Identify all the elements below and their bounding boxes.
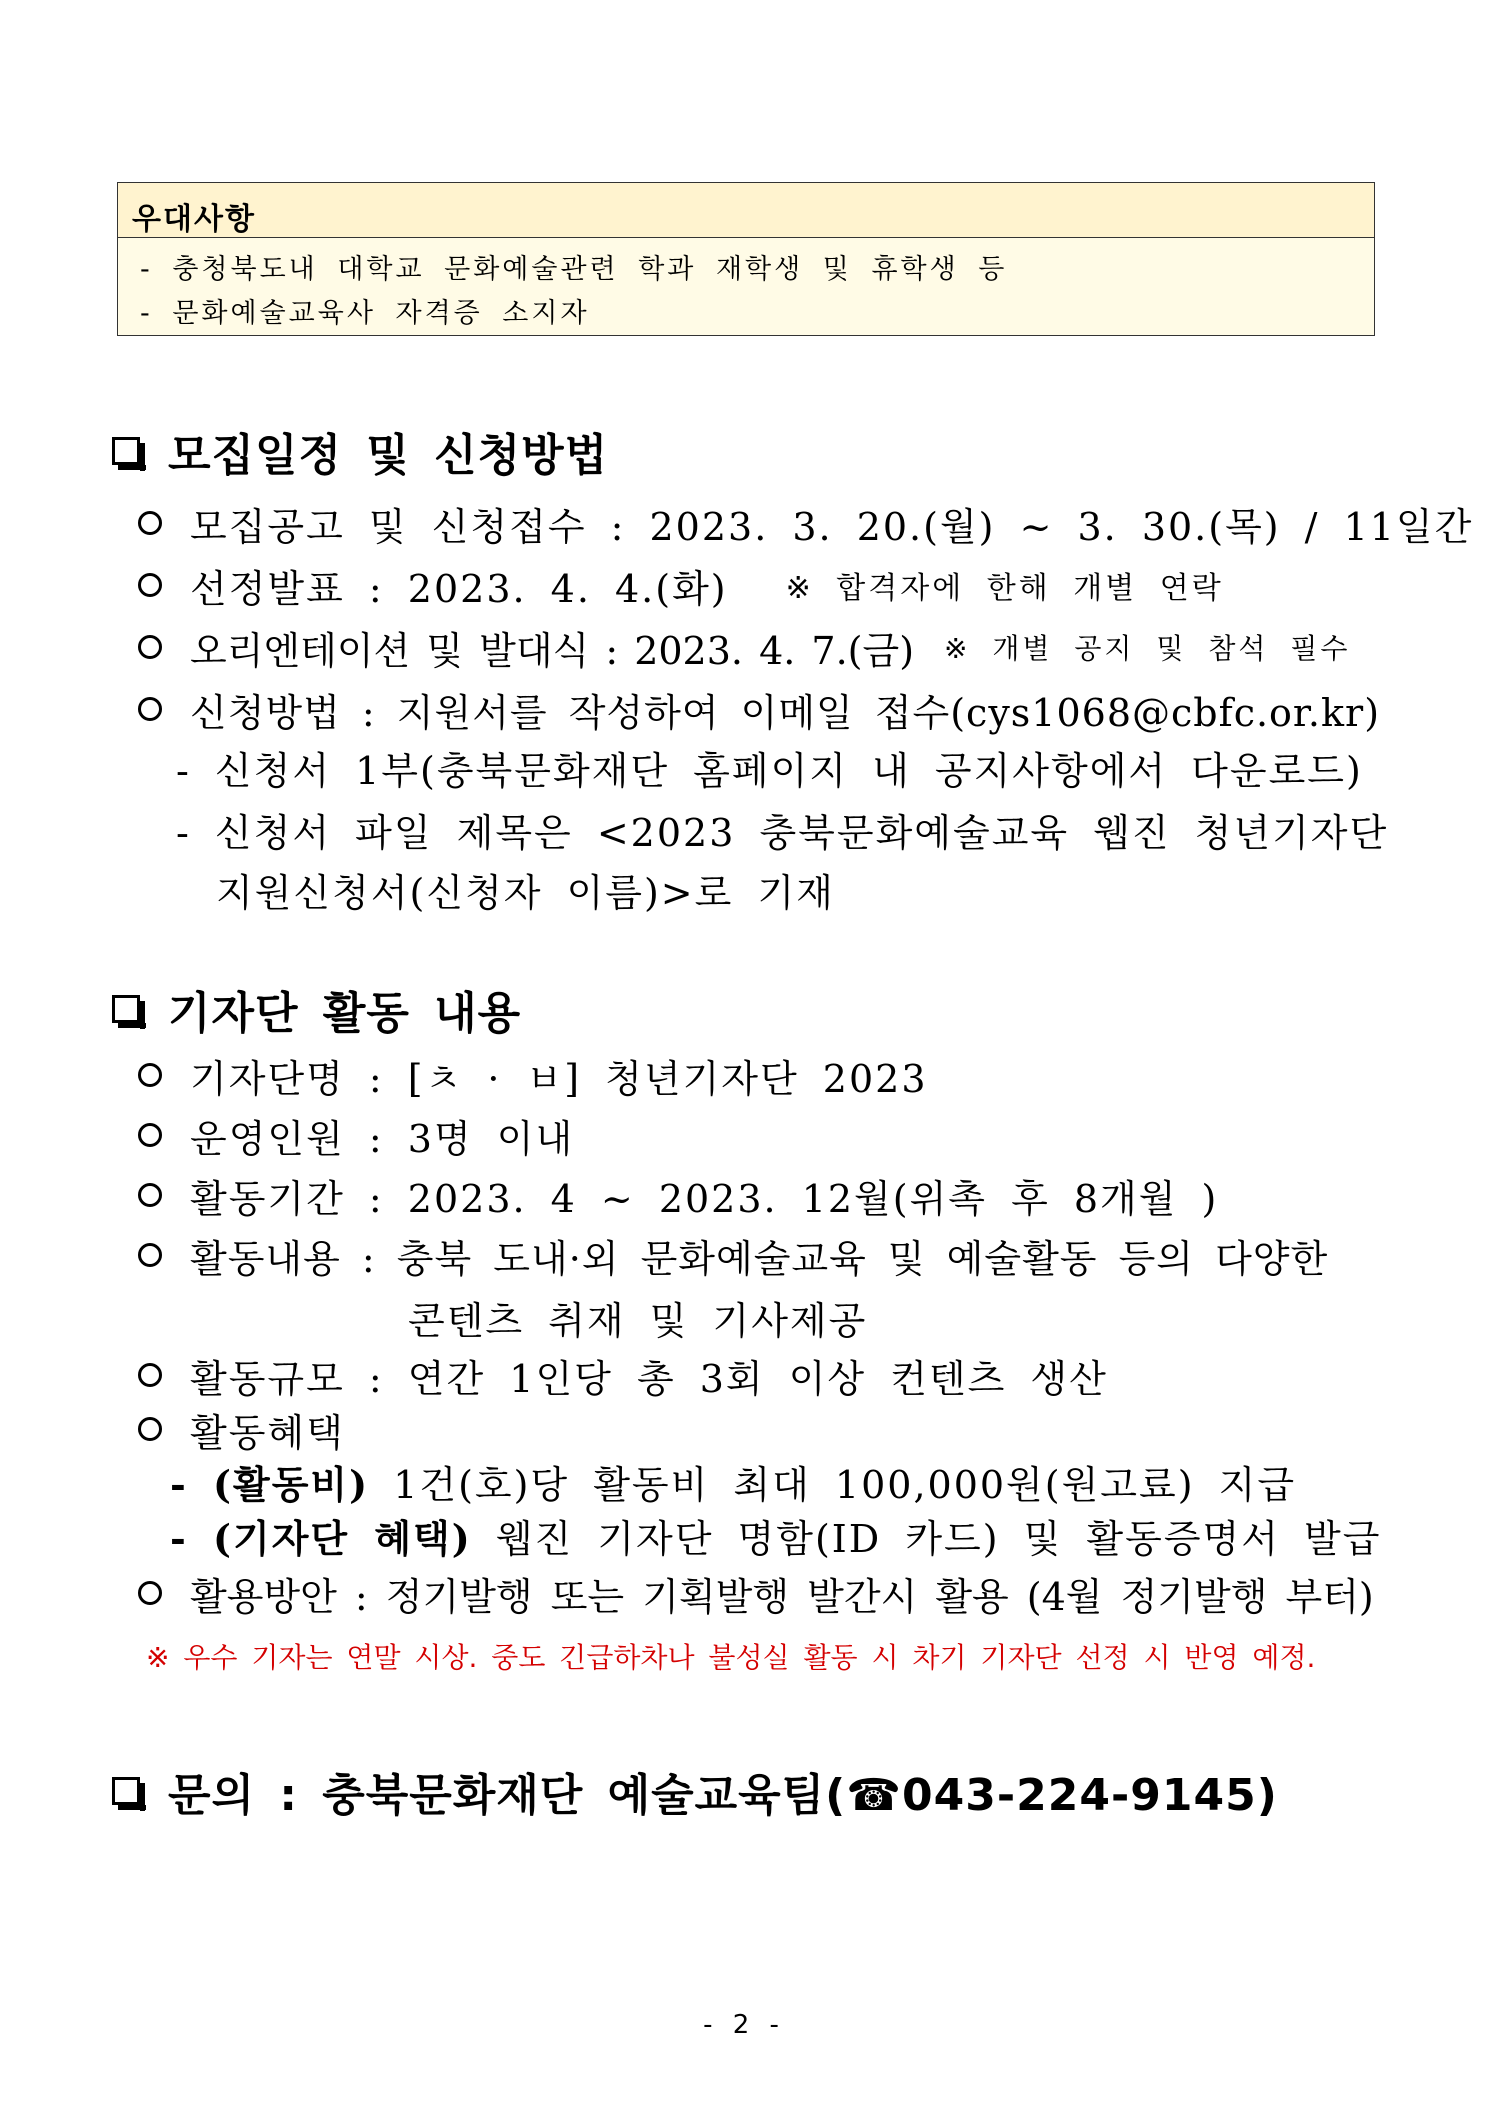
section-heading-text: 문의 : 충북문화재단 예술교육팀(☎043-224-9145) (168, 1770, 1278, 1821)
bullet-members (138, 1110, 574, 1160)
section-heading-activity (112, 982, 522, 1039)
bullet-period (138, 1170, 1218, 1220)
section-heading-schedule (112, 424, 609, 481)
checkbox-square-icon (112, 437, 140, 465)
circle-bullet-icon (138, 1063, 162, 1087)
benefit-label: - (활동비) (170, 1462, 370, 1507)
preference-item: - 문화예술교육사 자격증 소지자 (140, 298, 590, 329)
bullet-benefit (138, 1404, 345, 1454)
bullet-text: 모집공고 및 신청접수 : 2023. 3. 20.(월) ~ 3. 30.(목) / 11일간 (190, 504, 1474, 549)
page-number: - 2 - (703, 2010, 785, 2040)
bullet-scale (138, 1350, 1108, 1400)
bullet-text: 선정발표 : 2023. 4. 4.(화) (190, 566, 728, 611)
section-heading-contact (112, 1764, 1278, 1821)
preference-header (118, 183, 1374, 238)
preference-box (117, 182, 1375, 336)
circle-bullet-icon (138, 511, 162, 535)
bullet-apply-method (138, 684, 1380, 734)
circle-bullet-icon (138, 635, 162, 659)
sub-item: 지원신청서(신청자 이름)>로 기재 (216, 871, 835, 915)
bullet-text: 기자단명 : [ㅊ · ㅂ] 청년기자단 2023 (190, 1056, 928, 1101)
notice-text: ※ 우수 기자는 연말 시상. 중도 긴급하차나 불성실 활동 시 차기 기자단 선정 시 반영 예정. (146, 1641, 1316, 1674)
content-continuation: 콘텐츠 취재 및 기사제공 (408, 1299, 868, 1343)
bullet-text: 활동혜택 (190, 1410, 345, 1455)
benefit-text: 웹진 기자단 명함(ID 카드) 및 활동증명서 발급 (495, 1517, 1382, 1561)
bullet-text: 활용방안 : 정기발행 또는 기획발행 발간시 활용 (4월 정기발행 부터) (190, 1574, 1374, 1619)
bullet-usage (138, 1568, 1374, 1618)
circle-bullet-icon (138, 1417, 162, 1441)
bullet-note: ※ 합격자에 한해 개별 연락 (785, 571, 1224, 606)
bullet-recruit-period (138, 498, 1473, 548)
benefit-item (170, 1508, 1381, 1563)
bullet-orientation (138, 622, 1350, 672)
section-heading-text: 기자단 활동 내용 (168, 988, 522, 1039)
bullet-text: 활동기간 : 2023. 4 ~ 2023. 12월(위촉 후 8개월 ) (190, 1176, 1219, 1221)
bullet-text: 활동규모 : 연간 1인당 총 3회 이상 컨텐츠 생산 (190, 1356, 1108, 1401)
circle-bullet-icon (138, 573, 162, 597)
bullet-content (138, 1230, 1328, 1280)
benefit-label: - (기자단 혜택) (170, 1516, 472, 1561)
circle-bullet-icon (138, 1581, 162, 1605)
bullet-text: 오리엔테이션 및 발대식 : 2023. 4. 7.(금) (190, 628, 915, 673)
circle-bullet-icon (138, 1363, 162, 1387)
benefit-text: 1건(호)당 활동비 최대 100,000원(원고료) 지급 (393, 1463, 1297, 1507)
circle-bullet-icon (138, 1183, 162, 1207)
bullet-text: 신청방법 : 지원서를 작성하여 이메일 접수(cys1068@cbfc.or.kr) (190, 690, 1381, 735)
sub-item: - 신청서 1부(충북문화재단 홈페이지 내 공지사항에서 다운로드) (176, 749, 1363, 793)
checkbox-square-icon (112, 1777, 140, 1805)
section-heading-text: 모집일정 및 신청방법 (168, 430, 609, 481)
circle-bullet-icon (138, 1123, 162, 1147)
bullet-text: 활동내용 : 충북 도내·외 문화예술교육 및 예술활동 등의 다양한 (190, 1236, 1329, 1281)
preference-title: 우대사항 (132, 202, 256, 237)
bullet-announcement (138, 560, 1224, 610)
circle-bullet-icon (138, 697, 162, 721)
bullet-text: 운영인원 : 3명 이내 (190, 1116, 575, 1161)
sub-item: - 신청서 파일 제목은 <2023 충북문화예술교육 웹진 청년기자단 (176, 811, 1389, 855)
benefit-item (170, 1454, 1296, 1509)
bullet-team-name (138, 1050, 928, 1100)
checkbox-square-icon (112, 995, 140, 1023)
preference-item: - 충청북도내 대학교 문화예술관련 학과 재학생 및 휴학생 등 (140, 254, 1008, 285)
circle-bullet-icon (138, 1243, 162, 1267)
bullet-note: ※ 개별 공지 및 참석 필수 (944, 632, 1351, 665)
